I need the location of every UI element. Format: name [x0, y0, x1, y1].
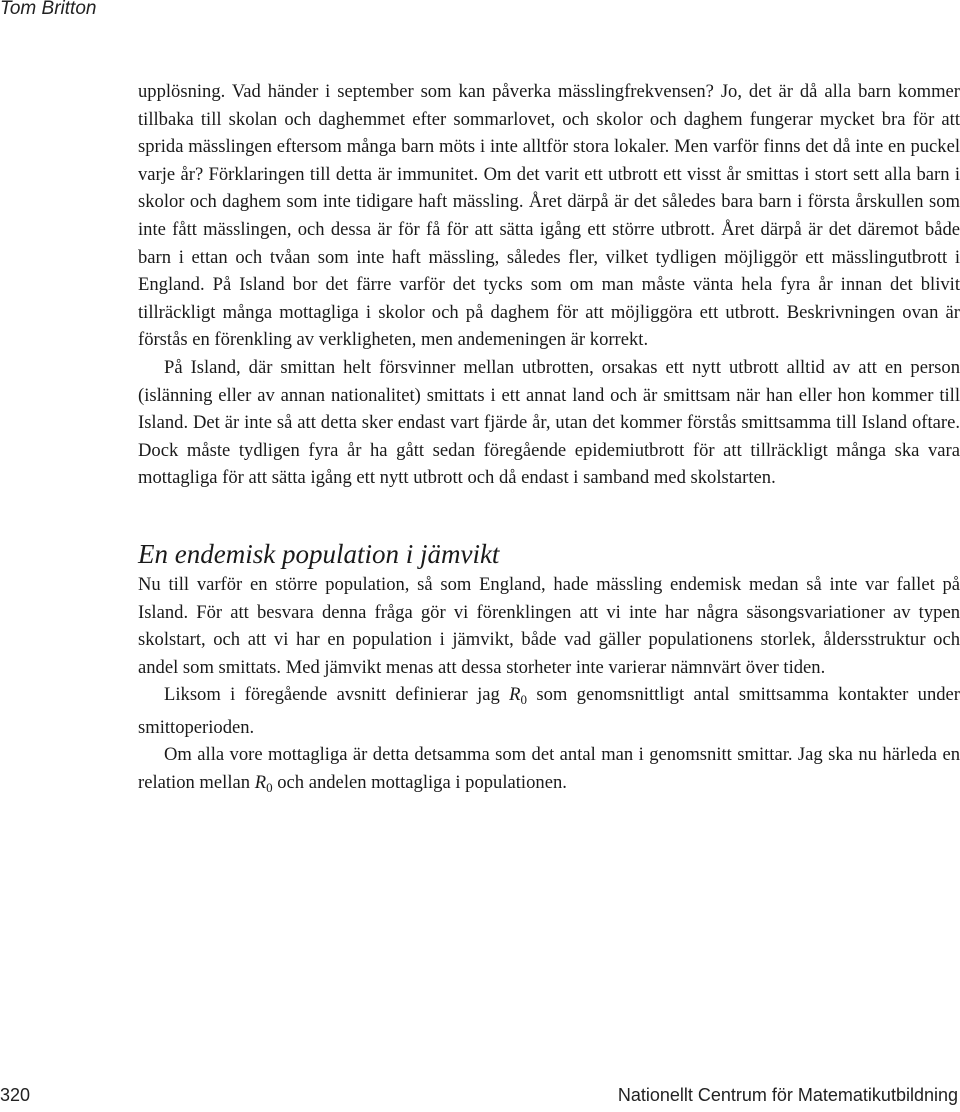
math-base: R — [254, 772, 267, 794]
body-paragraph: upplösning. Vad händer i september som kan påverka mässlingfrekvensen? Jo, det är då alla barn kommer tillbaka till skolan och daghemmet efter sommarlovet, och skolor och daghem fungerar mycket bra för att sprida mässlingen eftersom många barn möts i inte alltför stora lokaler. Men varför finns det då inte en puckel varje år? Förklaringen till detta är immunitet. Om det varit ett utbrott ett visst år smittas i stort sett alla barn i skolor och daghem som inte tidigare haft mässling. Året därpå är det således bara barn i första årskullen som inte fått mässlingen, och dessa är för få för att sätta igång ett större utbrott. Året därpå är det däremot både barn i ettan och tvåan som inte haft mässling, således fler, vilket tydligen möjliggör ett mässlingutbrott i England. På Island bor det färre varför det tycks som om man måste vänta hela fyra år innan det blivit tillräckligt många mottagliga i skolor och på daghem för att möjliggöra ett utbrott. Beskrivningen ovan är förstås en förenkling av verkligheten, men andemeningen är korrekt. — [138, 81, 960, 351]
paragraph-text: Om alla vore mottagliga är detta detsamma som det antal man i genomsnitt smittar. Jag ska nu härleda en relation mellan — [138, 744, 960, 794]
section-paragraph: Nu till varför en större population, så som England, hade mässling endemisk medan så inte var fallet på Island. För att besvara denna fråga gör vi förenklingen att vi inte har några säsongsvariationer av typen skolstart, och att vi har en population i jämvikt, både vad gäller populationens storlek, åldersstruktur och andel som smittats. Med jämvikt menas att dessa storheter inte varierar nämnvärt över tiden. — [138, 573, 960, 678]
body-paragraph: På Island, där smittan helt försvinner mellan utbrotten, orsakas ett nytt utbrott alltid av att en person (islänning eller av annan nationalitet) smittats i ett annat land och är smittsam när han eller hon kommer till Island. Det är inte så att detta sker endast vart fjärde år, utan det kommer förstås smittsamma till Island oftare. Dock måste tydligen fyra år ha gått sedan föregående epidemiutbrott för att tillräckligt många ska vara mottagliga för att sätta igång ett nytt utbrott och då endast i samband med skolstarten. — [138, 356, 960, 489]
running-header-author: Tom Britton — [0, 0, 97, 19]
section-heading: En endemisk population i jämvikt — [138, 538, 500, 569]
math-base: R — [509, 684, 521, 706]
r0-symbol — [254, 772, 273, 796]
section-paragraph — [138, 741, 960, 801]
math-subscript: 0 — [520, 692, 527, 708]
footer-publisher: Nationellt Centrum för Matematikutbildning — [617, 1085, 958, 1105]
math-subscript: 0 — [266, 780, 273, 796]
page-number: 320 — [0, 1085, 31, 1105]
r0-symbol — [509, 684, 527, 708]
paragraph-text: Liksom i föregående avsnitt definierar jag — [164, 684, 500, 706]
article-body — [138, 78, 960, 802]
section-paragraph — [138, 681, 960, 741]
paragraph-text: som genomsnittligt antal smittsamma kontakter under smittoperioden. — [138, 684, 960, 738]
paragraph-text: och andelen mottagliga i populationen. — [277, 772, 567, 794]
